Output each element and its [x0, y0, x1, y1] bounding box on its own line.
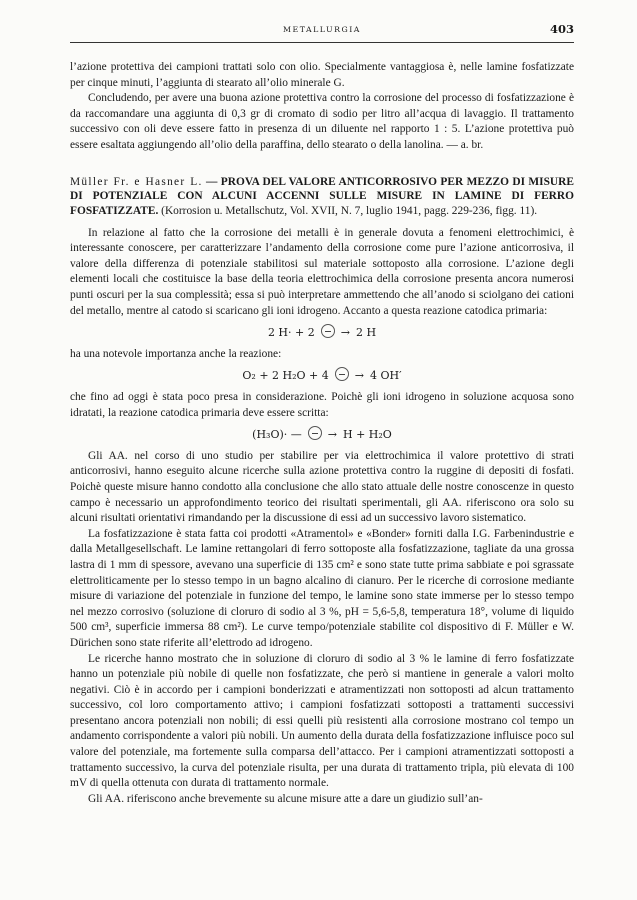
entry-citation: (Korrosion u. Metallschutz, Vol. XVII, N. 7, luglio 1941, pagg. 229-236, figg. 11). — [161, 204, 538, 217]
page-body — [70, 60, 574, 807]
equation-1 — [70, 324, 574, 341]
equation-3-left: (H₃O)· — — [252, 428, 302, 442]
equation-1-left: 2 H· + 2 — [267, 326, 315, 340]
running-title: METALLURGIA — [283, 25, 361, 34]
entry-title: — PROVA DEL VALORE ANTICORROSIVO PER MEZZO DI MISURE DI POTENZIALE CON ALCUNI ACCENNI SULLE MISURE IN LAMINE DI FERRO FOSFATIZZATE. — [70, 175, 574, 217]
equation-3-right: H + H₂O — [343, 428, 392, 442]
page-number: 403 — [549, 22, 574, 36]
equation-2-right: 4 OH′ — [369, 369, 402, 383]
study-paragraph: Gli AA. nel corso di uno studio per stabilire per via elettrochimica il valore protettivo di strati anticorrosivi, hanno eseguito alcune ricerche sulla azione protettiva contro la ruggine di depositi di fosfati. Poichè queste misure hanno condotto alla conclusione che allo stato attuale delle nostre conoscenze in questo campo è necessario un approfondimento teorico dei risultati sperimentali, gli AA. riferiscono ora solo su alcuni risultati orientativi rimandando per la discussione di essi ad un successivo lavoro sistematico. — [70, 449, 574, 525]
electron-symbol — [335, 367, 349, 381]
bibliographic-entry — [70, 175, 574, 219]
continuation-paragraph: l’azione protettiva dei campioni trattati solo con olio. Specialmente vantaggiosa è, nelle lamine fosfatizzate per cinque minuti, l’aggiunta di stearato all’olio minerale G. — [70, 61, 574, 89]
page-header — [70, 22, 574, 38]
equation-3 — [70, 426, 574, 443]
intro-paragraph: In relazione al fatto che la corrosione dei metalli è in generale dovuta a fenomeni elettrochimici, è interessante conoscere, per caratterizzare l’andamento della corrosione come pure l’azione anticorrosiva, il valore della differenza di potenziale stabilitosi sul materiale sottoposto alla corrosione. L’azione degli elementi locali che costituisce la base della teoria elettrochimica della corrosione presenta ancora numerosi punti oscuri per la sua complessità; essa si può interpretare ammettendo che all’anodo si sciolgano dei cationi del metallo, mentre al catodo si scaricano gli ioni idrogeno. Accanto a questa reazione catodica primaria: — [70, 226, 574, 317]
paragraph-after-eq2: che fino ad oggi è stata poco presa in considerazione. Poichè gli ioni idrogeno in soluzione acquosa sono idratati, la reazione catodica primaria deve essere scritta: — [70, 391, 574, 419]
paragraph-after-eq1: ha una notevole importanza anche la reazione: — [70, 347, 282, 360]
arrow-icon: → — [327, 428, 337, 442]
section-gap — [70, 154, 574, 175]
arrow-icon: → — [340, 326, 350, 340]
entry-authors: Müller Fr. e Hasner L. — [70, 175, 203, 188]
equation-1-right: 2 H — [355, 326, 377, 340]
closing-paragraph: Gli AA. riferiscono anche brevemente su alcune misure atte a dare un giudizio sull’an- — [88, 792, 483, 805]
arrow-icon: → — [354, 369, 364, 383]
electron-symbol — [308, 426, 322, 440]
phosphating-paragraph: La fosfatizzazione è stata fatta coi prodotti «Atramentol» e «Bonder» forniti dalla I.G. Farbenindustrie e dalla Metallgesellschaft. Le lamine rettangolari di ferro sottoposte alla fosfatizzazione, tagliate da una grossa lastra di 1 mm di spessore, avevano una superficie di 135 cm² e sono state tutte prima sabbiate e poi sgrassate elettroliticamente per lo stesso tempo in un bagno alcalino di cianuro. Per le ricerche di corrosione mediante misure di variazione del potenziale in funzione del tempo, le lamine sono state immerse per lo stesso tempo nel mezzo corrosivo (soluzione di cloruro di sodio al 3 %, pH = 5,6-5,8, temperatura 18°, volume di liquido 500 cm³, superficie immersa 88 cm²). Le curve tempo/potenziale stabilite col dispositivo di F. Müller e W. Dürichen sono state riferite all’elettrodo ad idrogeno. — [70, 527, 574, 649]
conclusion-paragraph: Concludendo, per avere una buona azione protettiva contro la corrosione del processo di fosfatizzazione è da raccomandare una aggiunta di 0,3 gr di cromato di sodio per litro all’acqua di lavaggio. Il trattamento successivo con oli deve essere fatto in presenza di un diluente nel rapporto 1 : 5. L’azione protettiva può essere esaltata aggiungendo all’olio della paraffina, dello stearato o della lanolina. — a. br. — [70, 92, 574, 151]
electron-symbol — [321, 324, 335, 338]
equation-2 — [70, 367, 574, 384]
equation-2-left: O₂ + 2 H₂O + 4 — [242, 369, 329, 383]
results-paragraph: Le ricerche hanno mostrato che in soluzione di cloruro di sodio al 3 % le lamine di ferro fosfatizzate hanno un potenziale più nobile di quelle non fosfatizzate, che però si mantiene in generale a valori molto negativi. Ciò è in accordo per i campioni bonderizzati e atramentizzati non sottoposti ad alcun trattamento successivo, col loro comportamento attivo; i campioni fosfatizzati sottoposti a trattamenti successivi presentano ancora potenziali non nobili; di essi quelli più resistenti alla corrosione mostrano col tempo un andamento corrispondente a valori più nobili. Un aumento della durata della fosfatizzazione influisce poco sul valore del potenziale, ma fortemente sulla comparsa dell’attacco. Per i campioni atramentizzati sottoposti a trattamento successivo, la curva del potenziale risulta, per una durata di trattamento tripla, più elevata di 100 mV di quella ottenuta con durata di trattamento normale. — [70, 652, 574, 790]
header-rule — [70, 42, 574, 43]
